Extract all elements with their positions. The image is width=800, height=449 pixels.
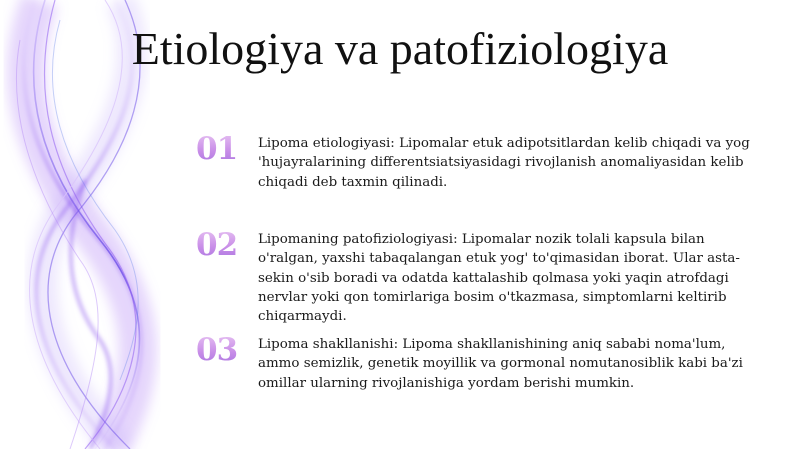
item-number: 03 bbox=[196, 333, 258, 367]
list-item bbox=[196, 228, 756, 326]
item-text: Lipomaning patofiziologiyasi: Lipomalar nozik tolali kapsula bilan o'ralgan, yaxshi tabaqalangan etuk yog' to'qimasidan iborat. Ular asta-sekin o'sib boradi va odatda kattalashib qolmasa yoki yaqin atrofdagi nervlar yoki qon tomirlariga bosim o'tkazmasa, simptomlarni keltirib chiqarmaydi. bbox=[258, 232, 740, 325]
item-number: 01 bbox=[196, 132, 258, 166]
item-number: 02 bbox=[196, 228, 258, 262]
item-text: Lipoma etiologiyasi: Lipomalar etuk adipotsitlardan kelib chiqadi va yog 'hujayralarining differentsiatsiyasidagi rivojlanish anomaliyasidan kelib chiqadi deb taxmin qilinadi. bbox=[258, 136, 750, 190]
item-text: Lipoma shakllanishi: Lipoma shakllanishining aniq sababi noma'lum, ammo semizlik, genetik moyillik va gormonal nomutanosiblik kabi ba'zi omillar ularning rivojlanishiga yordam berishi mumkin. bbox=[258, 337, 743, 391]
slide-title: Etiologiya va patofiziologiya bbox=[131, 23, 669, 74]
list-item bbox=[196, 333, 756, 393]
list-item bbox=[196, 132, 756, 192]
